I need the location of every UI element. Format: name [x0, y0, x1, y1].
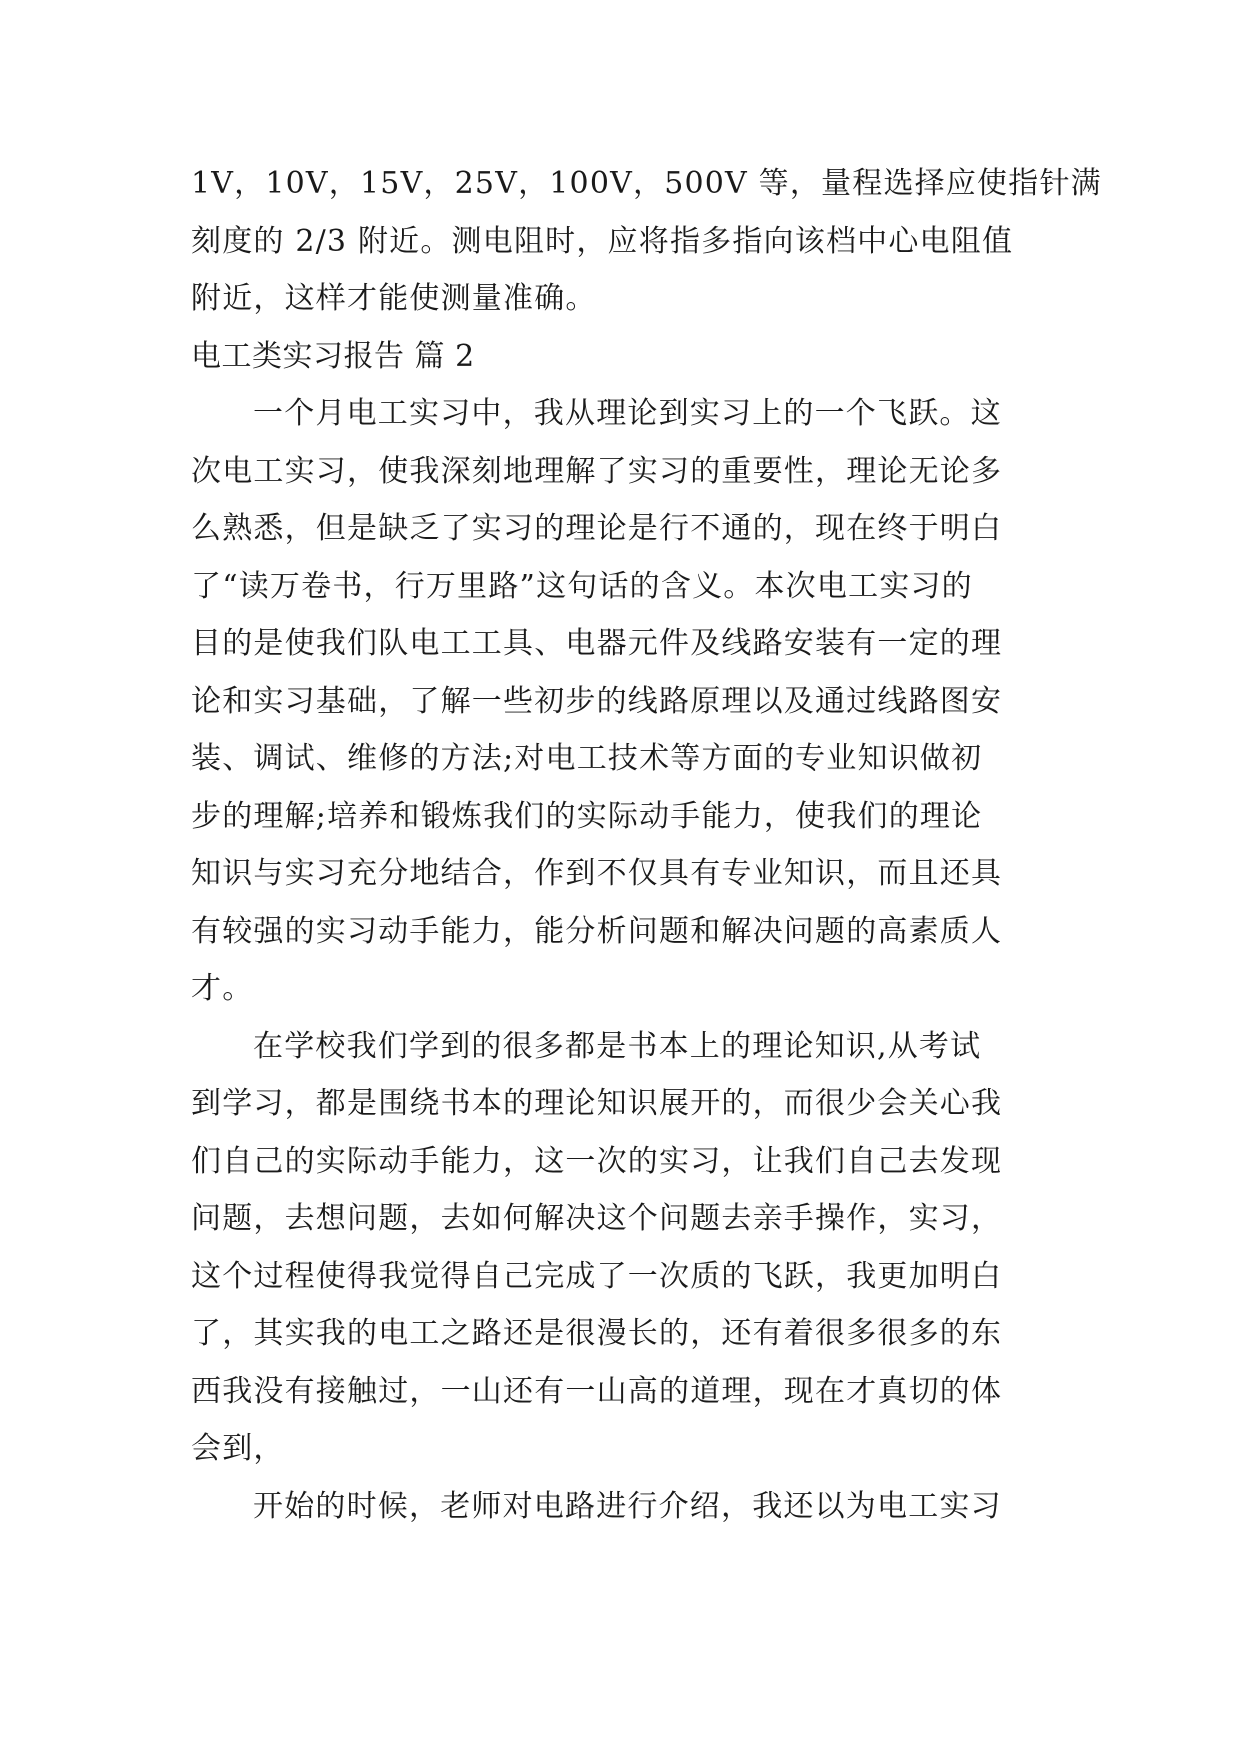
text-line: 西我没有接触过，一山还有一山高的道理，现在才真切的体: [191, 1373, 1003, 1409]
text-line: 附近，这样才能使测量准确。: [191, 281, 597, 316]
text-line: 了，其实我的电工之路还是很漫长的，还有着很多很多的东: [191, 1316, 1003, 1351]
text-line: 这个过程使得我觉得自己完成了一次质的飞跃，我更加明白: [191, 1258, 1003, 1294]
text-line: 问题，去想问题，去如何解决这个问题去亲手操作，实习，: [191, 1201, 1003, 1236]
text-line: 刻度的 2/3 附近。测电阻时，应将指多指向该档中心电阻值: [191, 223, 1014, 259]
paragraph-first-line: 在学校我们学到的很多都是书本上的理论知识,从考试: [253, 1028, 982, 1064]
text-line: 会到，: [191, 1431, 285, 1466]
text-line: 论和实习基础，了解一些初步的线路原理以及通过线路图安: [191, 683, 1003, 719]
text-line: 装、调试、维修的方法;对电工技术等方面的专业知识做初: [191, 741, 983, 776]
paragraph-first-line: 一个月电工实习中，我从理论到实习上的一个飞跃。这: [253, 396, 1002, 431]
text-line: 到学习，都是围绕书本的理论知识展开的，而很少会关心我: [191, 1086, 1003, 1121]
text-line: 目的是使我们队电工工具、电器元件及线路安装有一定的理: [191, 626, 1003, 661]
text-line: 有较强的实习动手能力，能分析问题和解决问题的高素质人: [191, 913, 1003, 949]
text-line: 么熟悉，但是缺乏了实习的理论是行不通的，现在终于明白: [191, 511, 1003, 546]
text-line: 了“读万卷书，行万里路”这句话的含义。本次电工实习的: [191, 568, 973, 604]
section-heading: 电工类实习报告 篇 2: [191, 338, 475, 374]
text-line: 才。: [191, 971, 254, 1006]
document-body: [191, 155, 1102, 1535]
text-line: 们自己的实际动手能力，这一次的实习，让我们自己去发现: [191, 1143, 1003, 1179]
text-line: 次电工实习，使我深刻地理解了实习的重要性，理论无论多: [191, 453, 1003, 489]
paragraph-first-line: 开始的时候，老师对电路进行介绍，我还以为电工实习: [253, 1488, 1002, 1524]
text-line: 1V，10V，15V，25V，100V，500V 等，量程选择应使指针满: [191, 166, 1102, 201]
text-line: 知识与实习充分地结合，作到不仅具有专业知识，而且还具: [191, 856, 1003, 891]
text-line: 步的理解;培养和锻炼我们的实际动手能力，使我们的理论: [191, 798, 983, 834]
